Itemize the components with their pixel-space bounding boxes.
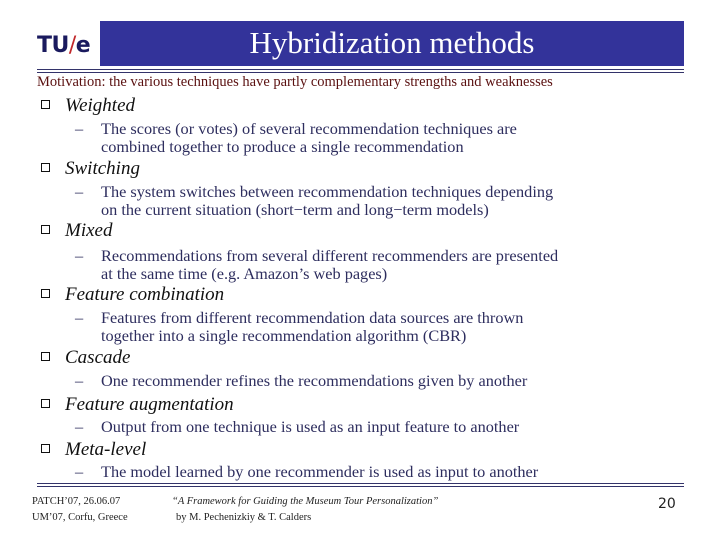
item-heading: Cascade [65,347,131,368]
item-description [75,462,539,481]
motivation-text: Motivation: the various techniques have partly complementary strengths and weaknesses [37,74,553,90]
description-line: The model learned by one recommender is used as input to another [101,462,539,481]
item-description [75,371,528,390]
dash-bullet: – [75,417,84,436]
dash-bullet: – [75,462,84,481]
title-bar [100,21,684,66]
logo-text-e: e [75,33,91,58]
item-heading: Mixed [65,220,113,241]
checkbox-bullet-icon [41,289,50,298]
footer-divider-top [37,483,684,484]
item-description [75,119,517,156]
logo-text-tu: TU [37,33,69,58]
footer-citation [172,494,438,526]
header-divider-top [37,69,684,70]
description-line: Features from different recommendation data sources are thrown [101,308,524,327]
item-description [75,308,524,345]
footer-authors: by M. Pechenizkiy & T. Calders [176,512,312,523]
description-line: One recommender refines the recommendations given by another [101,371,528,390]
checkbox-bullet-icon [41,225,50,234]
item-description [75,182,554,219]
slide-title: Hybridization methods [249,25,535,60]
item-heading: Weighted [65,95,136,116]
header-divider-bottom [37,72,684,73]
item-heading: Switching [65,158,140,179]
footer-conference-line: PATCH’07, 26.06.07 [32,496,121,507]
item-heading: Feature combination [65,284,225,305]
footer-divider-bottom [37,486,684,487]
logo-slash: / [68,33,76,58]
description-line: The scores (or votes) of several recommendation techniques are [101,119,517,138]
footer-conference [32,494,128,526]
dash-bullet: – [75,308,84,327]
tue-logo [37,33,90,58]
item-heading: Meta-level [65,439,147,460]
dash-bullet: – [75,246,84,265]
checkbox-bullet-icon [41,163,50,172]
description-line: combined together to produce a single recommendation [101,137,464,156]
footer-conference-line: UM’07, Corfu, Greece [32,512,128,523]
description-line: together into a single recommendation algorithm (CBR) [101,326,467,345]
item-description [75,417,520,436]
page-number: 20 [658,496,676,512]
item-heading: Feature augmentation [65,394,234,415]
dash-bullet: – [75,371,84,390]
description-line: on the current situation (short−term and long−term models) [101,200,489,219]
description-line: The system switches between recommendation techniques depending [101,182,554,201]
description-line: Output from one technique is used as an input feature to another [101,417,520,436]
checkbox-bullet-icon [41,444,50,453]
checkbox-bullet-icon [41,100,50,109]
description-line: at the same time (e.g. Amazon’s web pages) [101,264,388,283]
description-line: Recommendations from several different recommenders are presented [101,246,559,265]
item-description [75,246,559,283]
dash-bullet: – [75,182,84,201]
footer-paper-title: “A Framework for Guiding the Museum Tour Personalization” [172,496,439,507]
dash-bullet: – [75,119,84,138]
checkbox-bullet-icon [41,352,50,361]
checkbox-bullet-icon [41,399,50,408]
